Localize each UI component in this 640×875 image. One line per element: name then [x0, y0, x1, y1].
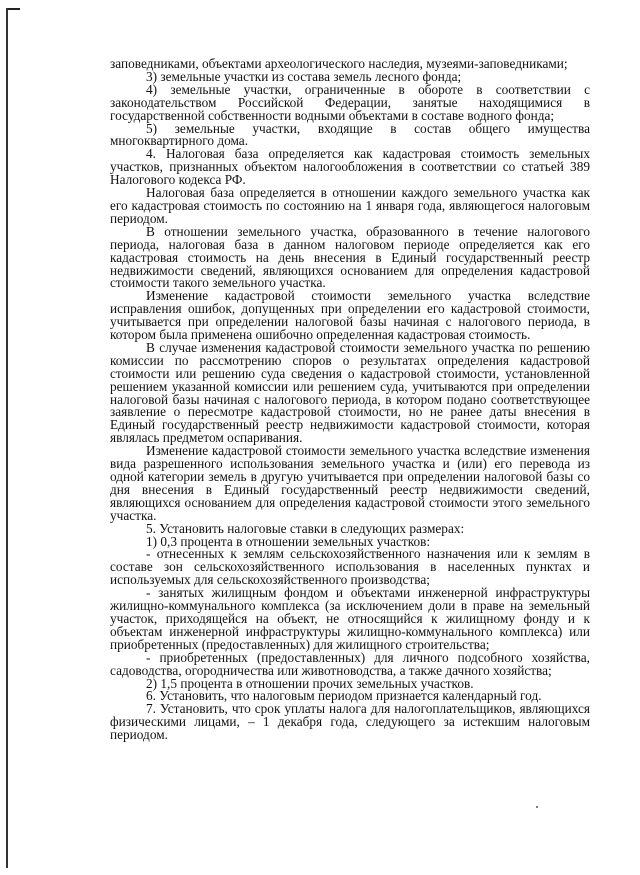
paragraph-section-6: 6. Установить, что налоговым периодом признается календарный год.: [146, 688, 542, 704]
paragraph-tax-base-new-plot: В отношении земельного участка, образованного в течение налогового периода, налоговая база в данном налоговом периоде определяется как его кадастровая стоимость на день внесения в Единый государственный реестр недвижимости сведений, являющихся основанием для определения кадастровой стоимости такого земельного участка.: [110, 223, 590, 291]
scan-speck: [536, 806, 538, 808]
paragraph-item-3: 3) земельные участки из состава земель лесного фонда;: [146, 68, 462, 84]
paragraph-error-correction: Изменение кадастровой стоимости земельного участка вследствие исправления ошибок, допущенных при определении его кадастровой стоимости, учитывается при определении налоговой базы начиная с налогового периода, в котором была применена ошибочно определенная кадастровая стоимость.: [110, 288, 590, 343]
paragraph-rate-personal-farming: - приобретенных (предоставленных) для личного подсобного хозяйства, садоводства, огородничества или животноводства, а также дачного хозяйства;: [110, 649, 590, 678]
paragraph-rate-0-3: 1) 0,3 процента в отношении земельных участков:: [146, 533, 431, 549]
paragraph-section-7: 7. Установить, что срок уплаты налога для налогоплательщиков, являющихся физическими лицами, – 1 декабря года, следующего за истекшим налоговым периодом.: [110, 701, 590, 743]
paragraph-continuation: заповедниками, объектами археологического наследия, музеями-заповедниками;: [110, 56, 568, 71]
paragraph-rate-1-5: 2) 1,5 процента в отношении прочих земельных участков.: [146, 675, 474, 691]
paragraph-section-5: 5. Установить налоговые ставки в следующих размерах:: [146, 520, 465, 536]
paragraph-commission-decision: В случае изменения кадастровой стоимости земельного участка по решению комиссии по рассмотрению споров о результатах определения кадастровой стоимости или решению суда сведения о кадастровой стоимости, установленной решением указанной комиссии или решением суда, учитываются при определении налоговой базы начиная с налогового периода, в котором подано соответствующее заявление о пересмотре кадастровой стоимости, но не ранее даты внесения в Единый государственный реестр недвижимости кадастровой стоимости, которая являлась предметом оспаривания.: [110, 339, 590, 446]
paragraph-item-4: 4) земельные участки, ограниченные в обороте в соответствии с законодательством Российской Федерации, занятые находящимися в государственной собственности водными объектами в составе водного фонда;: [110, 81, 590, 123]
paragraph-section-4: 4. Налоговая база определяется как кадастровая стоимость земельных участков, признанных объектом налогообложения в соответствии со статьей 389 Налогового кодекса РФ.: [110, 146, 590, 188]
scan-border-corner: [6, 8, 20, 10]
scan-border-edge: [6, 8, 8, 868]
paragraph-permitted-use-change: Изменение кадастровой стоимости земельного участка вследствие изменения вида разрешенного использования земельного участка и (или) его перевода из одной категории земель в другую учитывается при определении налоговой базы со дня внесения в Единый государственный реестр недвижимости сведений, являющихся основанием для определения кадастровой стоимости этого земельного участка.: [110, 443, 590, 523]
paragraph-item-5: 5) земельные участки, входящие в состав общего имущества многоквартирного дома.: [110, 120, 590, 149]
paragraph-tax-base-each-plot: Налоговая база определяется в отношении каждого земельного участка как его кадастровая стоимость по состоянию на 1 января года, являющегося налоговым периодом.: [110, 185, 590, 226]
paragraph-rate-agricultural: - отнесенных к землям сельскохозяйственного назначения или к землям в составе зон сельскохозяйственного использования в населенных пунктах и используемых для сельскохозяйственного производства;: [110, 546, 590, 588]
document-page: [110, 58, 590, 742]
paragraph-rate-housing: - занятых жилищным фондом и объектами инженерной инфраструктуры жилищно-коммунального комплекса (за исключением доли в праве на земельный участок, приходящейся на объект, не относящийся к жилищному фонду и к объектам инженерной инфраструктуры жилищно-коммунального комплекса) или приобретенных (предоставленных) для жилищного строительства;: [110, 585, 590, 652]
